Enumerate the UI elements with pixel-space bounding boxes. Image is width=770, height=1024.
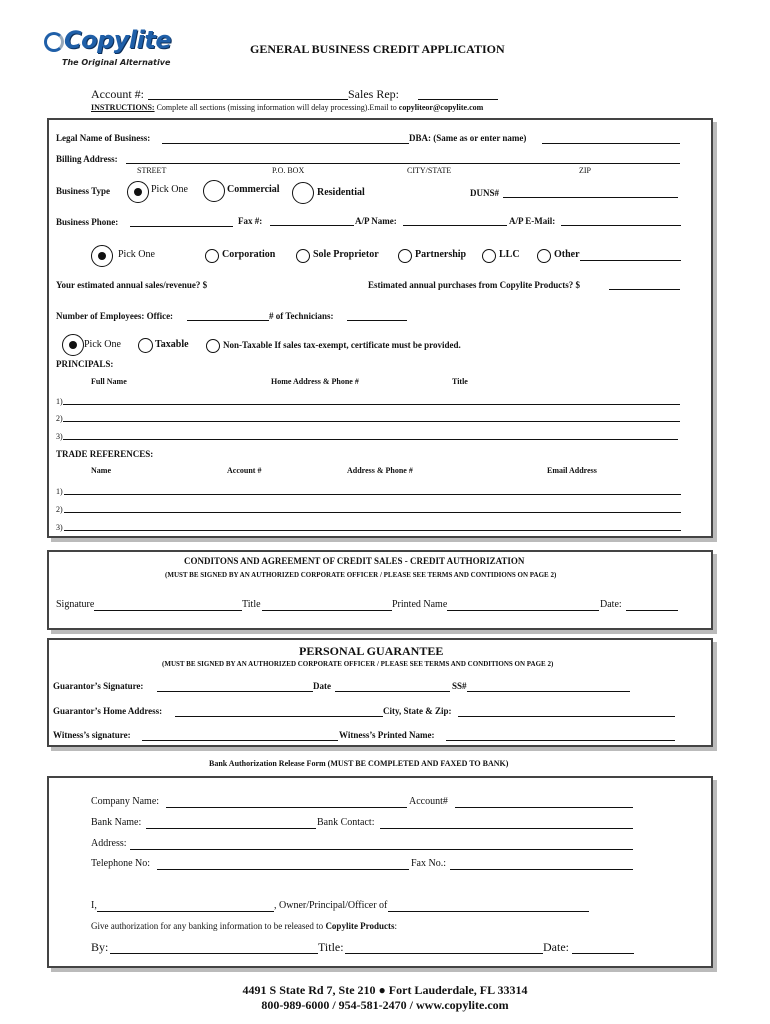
conditions-title-field[interactable]: [262, 610, 392, 611]
bank-telephone-field[interactable]: [157, 869, 409, 870]
guarantee-note: (MUST BE SIGNED BY AN AUTHORIZED CORPORATE OFFICER / PLEASE SEE TERMS AND CONDITIONS ON PAGE 2): [162, 660, 554, 668]
annual-purchases-field[interactable]: [609, 289, 680, 290]
conditions-title-label: Title: [242, 599, 261, 610]
guarantor-ss-label: SS#: [452, 681, 467, 691]
conditions-printed-name-field[interactable]: [447, 610, 599, 611]
guarantor-signature-field[interactable]: [157, 691, 313, 692]
instructions-email[interactable]: copyliteor@copylite.com: [398, 103, 484, 112]
guarantor-city-state-zip-label: City, State & Zip:: [383, 706, 452, 716]
legal-name-field[interactable]: [162, 143, 409, 144]
trade-row-number: 1): [56, 487, 63, 496]
sales-rep-field[interactable]: [418, 99, 498, 100]
tax-taxable-radio[interactable]: [138, 338, 153, 353]
principal-row-3[interactable]: [63, 439, 678, 440]
trade-col-name: Name: [91, 466, 111, 475]
bank-telephone-label: Telephone No:: [91, 858, 151, 869]
principals-heading: PRINCIPALS:: [56, 359, 114, 369]
principals-col-address: Home Address & Phone #: [271, 377, 359, 386]
logo-word: Copylite: [64, 26, 172, 54]
billing-field[interactable]: [126, 163, 680, 164]
bank-address-field[interactable]: [130, 849, 633, 850]
trade-col-address: Address & Phone #: [347, 466, 413, 475]
bank-by-label: By:: [91, 940, 109, 954]
guarantor-signature-label: Guarantor’s Signature:: [53, 681, 144, 691]
guarantor-date-label: Date: [313, 681, 331, 691]
business-type-residential-label: Residential: [317, 187, 365, 198]
account-label: Account #:: [91, 87, 144, 101]
conditions-note: (MUST BE SIGNED BY AN AUTHORIZED CORPORATE OFFICER / PLEASE SEE TERMS AND CONTIDIONS ON PAGE 2): [165, 571, 557, 579]
business-type-label: Business Type: [56, 186, 110, 196]
entity-corporation-label: Corporation: [222, 249, 276, 260]
trade-references-heading: TRADE REFERENCES:: [56, 449, 154, 459]
ap-email-label: A/P E-Mail:: [509, 216, 556, 226]
conditions-signature-field[interactable]: [94, 610, 242, 611]
entity-partnership-radio[interactable]: [398, 249, 412, 263]
trade-row-3[interactable]: [64, 530, 681, 531]
addr-col-zip: ZIP: [579, 166, 591, 175]
ap-name-field[interactable]: [403, 225, 507, 226]
business-phone-label: Business Phone:: [56, 217, 119, 227]
guarantor-ss-field[interactable]: [467, 691, 630, 692]
dba-field[interactable]: [542, 143, 680, 144]
addr-col-citystate: CITY/STATE: [407, 166, 452, 175]
bank-authorization-company: Copylite Products: [325, 921, 395, 931]
bank-fax-field[interactable]: [450, 869, 633, 870]
billing-label: Billing Address:: [56, 154, 118, 164]
conditions-signature-label: Signature: [56, 599, 95, 610]
bank-date-label: Date:: [543, 940, 569, 954]
bank-owner-label: , Owner/Principal/Officer of: [274, 900, 388, 911]
guarantee-heading: PERSONAL GUARANTEE: [299, 644, 444, 658]
bank-account-label: Account#: [409, 796, 448, 807]
bank-title-label: Title:: [318, 940, 344, 954]
entity-partnership-label: Partnership: [415, 249, 467, 260]
bank-company-name-field[interactable]: [166, 807, 407, 808]
conditions-heading: CONDITONS AND AGREEMENT OF CREDIT SALES - CREDIT AUTHORIZATION: [184, 556, 525, 566]
legal-name-label: Legal Name of Business:: [56, 133, 151, 143]
instructions-label: INSTRUCTIONS:: [91, 103, 155, 112]
footer-contact: 800-989-6000 / 954-581-2470 / www.copylite.com: [261, 998, 509, 1012]
witness-signature-label: Witness’s signature:: [53, 730, 131, 740]
guarantor-date-field[interactable]: [335, 691, 450, 692]
instructions-text: Complete all sections (missing information will delay processing).Email to: [156, 103, 397, 112]
logo-tagline: The Original Alternative: [62, 58, 171, 67]
employees-field[interactable]: [187, 320, 269, 321]
bank-name-label: Bank Name:: [91, 817, 142, 828]
tax-pickone-label: Pick One: [84, 339, 121, 350]
principal-row-2[interactable]: [63, 421, 680, 422]
principal-row-number: 1): [56, 397, 63, 406]
tax-nontaxable-radio[interactable]: [206, 339, 220, 353]
sales-rep-label: Sales Rep:: [348, 87, 399, 101]
fax-field[interactable]: [270, 225, 354, 226]
copylite-logo: [44, 26, 184, 72]
ap-name-label: A/P Name:: [355, 216, 397, 226]
bank-address-label: Address:: [91, 838, 127, 849]
entity-llc-label: LLC: [499, 249, 520, 260]
account-field[interactable]: [148, 99, 348, 100]
tax-nontaxable-label: Non-Taxable If sales tax-exempt, certificate must be provided.: [223, 340, 461, 350]
trade-row-number: 3): [56, 523, 63, 532]
witness-printed-name-field[interactable]: [446, 740, 675, 741]
annual-purchases-label: Estimated annual purchases from Copylite Products? $: [368, 280, 581, 290]
guarantor-city-state-zip-field[interactable]: [458, 716, 675, 717]
trade-row-1[interactable]: [64, 494, 681, 495]
entity-llc-radio[interactable]: [482, 249, 496, 263]
bank-name-field[interactable]: [146, 828, 316, 829]
dba-label: DBA: (Same as or enter name): [409, 133, 527, 143]
bank-company-name-label: Company Name:: [91, 796, 160, 807]
annual-sales-label: Your estimated annual sales/revenue? $: [56, 280, 208, 290]
entity-sole-proprietor-radio[interactable]: [296, 249, 310, 263]
guarantor-home-address-label: Guarantor’s Home Address:: [53, 706, 163, 716]
conditions-date-label: Date:: [600, 599, 622, 610]
business-phone-field[interactable]: [130, 226, 233, 227]
business-type-commercial-radio[interactable]: [203, 180, 225, 202]
bank-date-field[interactable]: [572, 953, 634, 954]
entity-other-label: Other: [554, 249, 580, 260]
entity-pickone-radio[interactable]: [91, 245, 113, 267]
footer-address: 4491 S State Rd 7, Ste 210 ● Fort Lauderdale, FL 33314: [242, 983, 528, 997]
bank-fax-label: Fax No.:: [411, 858, 446, 869]
bank-authorization-text: [91, 921, 397, 931]
technicians-label: # of Technicians:: [269, 311, 334, 321]
bank-authorization-lead: Give authorization for any banking information to be released to: [91, 921, 324, 931]
business-type-commercial-label: Commercial: [227, 184, 280, 195]
trade-row-number: 2): [56, 505, 63, 514]
entity-other-radio[interactable]: [537, 249, 551, 263]
technicians-field[interactable]: [347, 320, 407, 321]
trade-col-email: Email Address: [547, 466, 597, 475]
bank-i-label: I,: [91, 900, 97, 911]
principal-row-number: 3): [56, 432, 63, 441]
bank-owner-field[interactable]: [388, 911, 589, 912]
employees-label: Number of Employees: Office:: [56, 311, 174, 321]
bank-by-field[interactable]: [110, 953, 318, 954]
tax-pickone-radio[interactable]: [62, 334, 84, 356]
witness-printed-name-label: Witness’s Printed Name:: [339, 730, 435, 740]
guarantor-home-address-field[interactable]: [175, 716, 383, 717]
fax-label: Fax #:: [238, 216, 263, 226]
instructions: [91, 103, 483, 112]
conditions-printed-name-label: Printed Name: [392, 599, 448, 610]
entity-sole-proprietor-label: Sole Proprietor: [313, 249, 379, 260]
business-type-residential-radio[interactable]: [292, 182, 314, 204]
logo-swirl-icon: [44, 32, 64, 52]
business-type-pickone-label: Pick One: [151, 184, 188, 195]
addr-col-street: STREET: [137, 166, 167, 175]
principal-row-number: 2): [56, 414, 63, 423]
bank-i-field[interactable]: [97, 911, 274, 912]
ap-email-field[interactable]: [561, 225, 681, 226]
entity-corporation-radio[interactable]: [205, 249, 219, 263]
bank-title-field[interactable]: [345, 953, 543, 954]
business-type-pickone-radio[interactable]: [127, 181, 149, 203]
entity-pickone-label: Pick One: [118, 249, 155, 260]
business-info-section: [47, 118, 713, 538]
principal-row-1[interactable]: [63, 404, 680, 405]
duns-field[interactable]: [503, 197, 678, 198]
addr-col-pobox: P.O. BOX: [272, 166, 305, 175]
page-title: GENERAL BUSINESS CREDIT APPLICATION: [250, 42, 505, 56]
bank-heading: Bank Authorization Release Form (MUST BE COMPLETED AND FAXED TO BANK): [209, 759, 509, 768]
bank-account-field[interactable]: [455, 807, 633, 808]
duns-label: DUNS#: [470, 188, 500, 198]
trade-row-2[interactable]: [64, 512, 681, 513]
principals-col-title: Title: [452, 377, 468, 386]
conditions-date-field[interactable]: [626, 610, 678, 611]
tax-taxable-label: Taxable: [155, 339, 189, 350]
principals-col-name: Full Name: [91, 377, 127, 386]
entity-other-field[interactable]: [580, 260, 681, 261]
trade-col-account: Account #: [227, 466, 262, 475]
bank-contact-label: Bank Contact:: [317, 817, 375, 828]
witness-signature-field[interactable]: [142, 740, 338, 741]
bank-contact-field[interactable]: [380, 828, 633, 829]
bank-authorization-end: :: [394, 921, 398, 931]
